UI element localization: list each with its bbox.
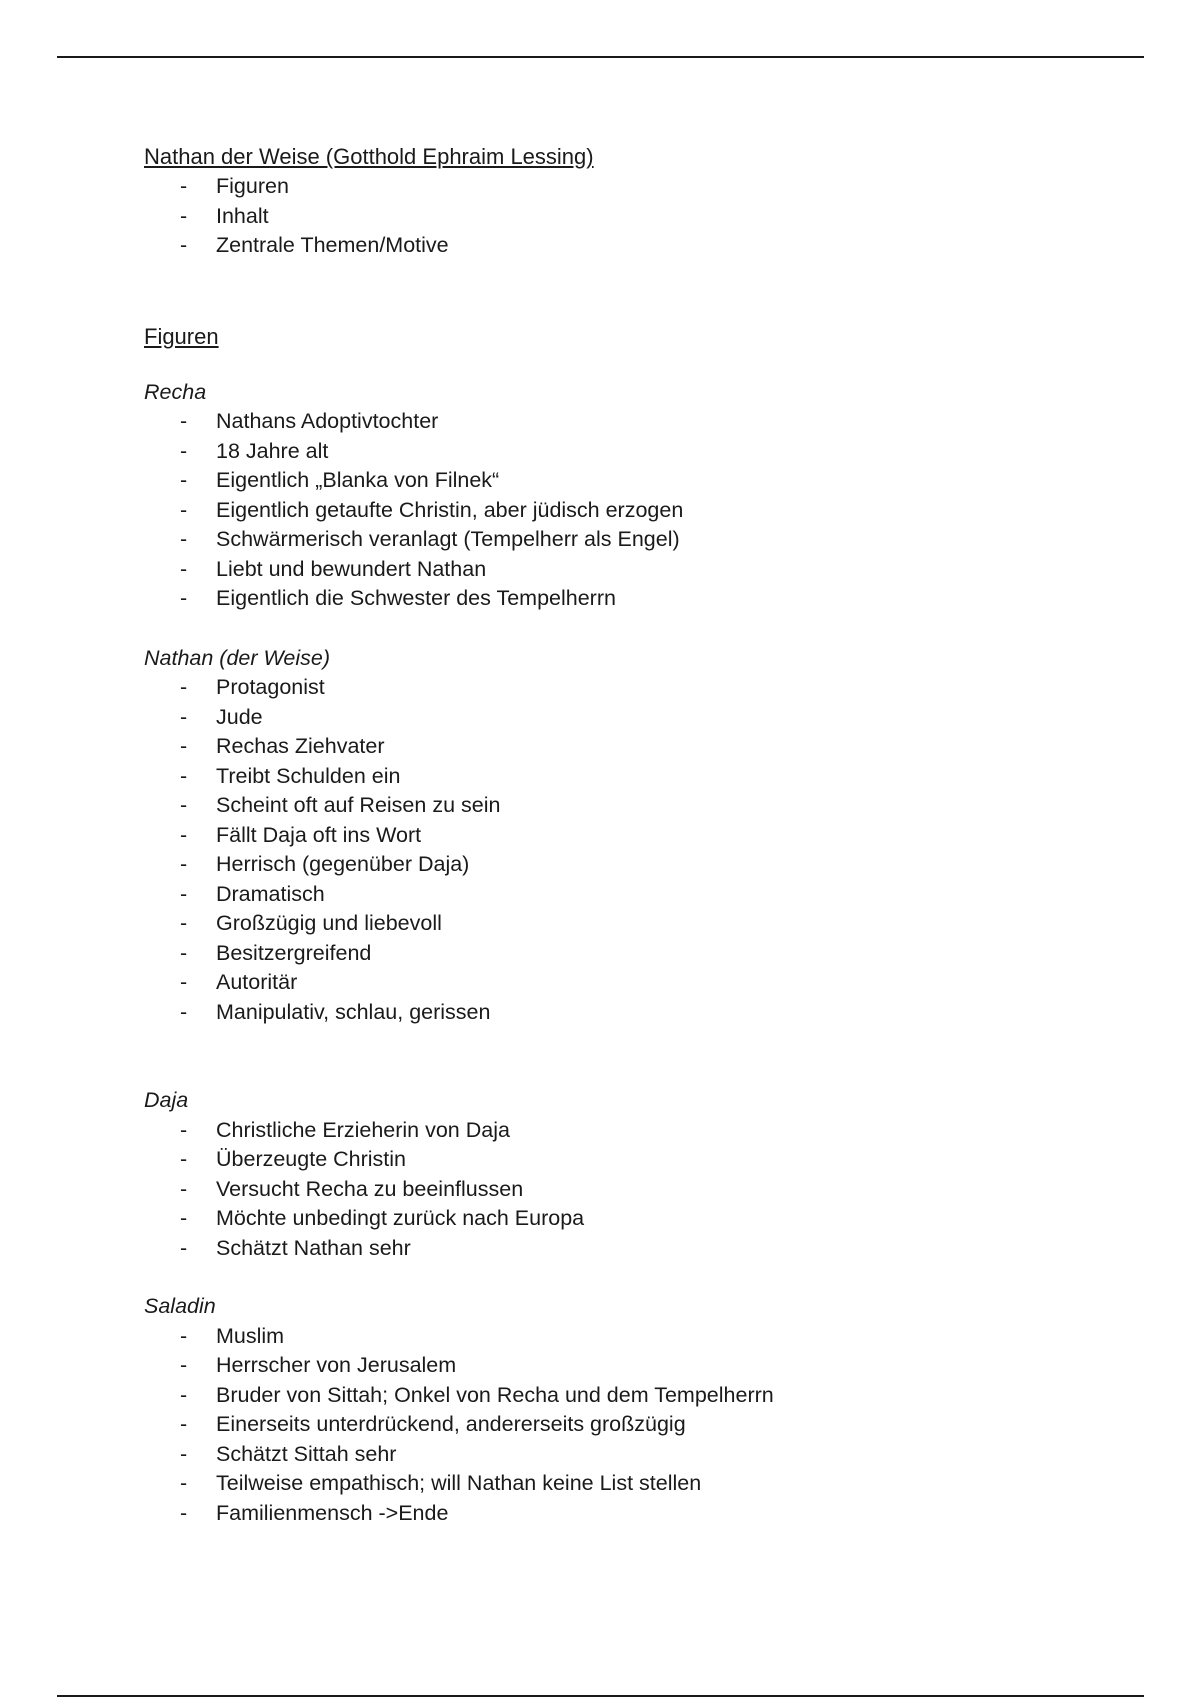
list-item: - Großzügig und liebevoll — [144, 909, 1104, 939]
list-item: - Eigentlich die Schwester des Tempelherrn — [144, 584, 1104, 614]
list-item: - Herrscher von Jerusalem — [144, 1351, 1104, 1381]
footer-rule — [57, 1695, 1144, 1697]
document-title: Nathan der Weise (Gotthold Ephraim Lessing) — [144, 144, 594, 169]
list-item: - Scheint oft auf Reisen zu sein — [144, 791, 1104, 821]
toc-item: - Inhalt — [144, 202, 1104, 232]
list-item: - Liebt und bewundert Nathan — [144, 555, 1104, 585]
list-item: - 18 Jahre alt — [144, 437, 1104, 467]
document-body — [144, 142, 1104, 1528]
list-item: - Überzeugte Christin — [144, 1145, 1104, 1175]
list-item: - Protagonist — [144, 673, 1104, 703]
character-name-saladin: Saladin — [144, 1294, 216, 1318]
list-item: - Teilweise empathisch; will Nathan keine List stellen — [144, 1469, 1104, 1499]
section-heading-figuren: Figuren — [144, 323, 219, 349]
character-traits-nathan — [144, 673, 1104, 1027]
list-item: - Schätzt Sittah sehr — [144, 1440, 1104, 1470]
list-item: - Jude — [144, 703, 1104, 733]
table-of-contents — [144, 172, 1104, 261]
list-item: - Schätzt Nathan sehr — [144, 1234, 1104, 1264]
header-rule — [57, 56, 1144, 58]
list-item: - Treibt Schulden ein — [144, 762, 1104, 792]
list-item: - Eigentlich „Blanka von Filnek“ — [144, 466, 1104, 496]
list-item: - Schwärmerisch veranlagt (Tempelherr als Engel) — [144, 525, 1104, 555]
list-item: - Einerseits unterdrückend, andererseits großzügig — [144, 1410, 1104, 1440]
character-traits-daja — [144, 1116, 1104, 1264]
character-name-nathan: Nathan (der Weise) — [144, 645, 331, 670]
character-name-recha: Recha — [144, 379, 207, 404]
list-item: - Bruder von Sittah; Onkel von Recha und dem Tempelherrn — [144, 1381, 1104, 1411]
list-item: - Autoritär — [144, 968, 1104, 998]
list-item: - Nathans Adoptivtochter — [144, 407, 1104, 437]
list-item: - Dramatisch — [144, 880, 1104, 910]
list-item: - Möchte unbedingt zurück nach Europa — [144, 1204, 1104, 1234]
character-traits-saladin — [144, 1322, 1104, 1529]
list-item: - Christliche Erzieherin von Daja — [144, 1116, 1104, 1146]
list-item: - Muslim — [144, 1322, 1104, 1352]
list-item: - Besitzergreifend — [144, 939, 1104, 969]
list-item: - Familienmensch ->Ende — [144, 1499, 1104, 1529]
list-item: - Herrisch (gegenüber Daja) — [144, 850, 1104, 880]
list-item: - Versucht Recha zu beeinflussen — [144, 1175, 1104, 1205]
list-item: - Manipulativ, schlau, gerissen — [144, 998, 1104, 1028]
toc-item: - Figuren — [144, 172, 1104, 202]
list-item: - Rechas Ziehvater — [144, 732, 1104, 762]
character-traits-recha — [144, 407, 1104, 614]
list-item: - Fällt Daja oft ins Wort — [144, 821, 1104, 851]
character-name-daja: Daja — [144, 1088, 189, 1112]
list-item: - Eigentlich getaufte Christin, aber jüdisch erzogen — [144, 496, 1104, 526]
toc-item: - Zentrale Themen/Motive — [144, 231, 1104, 261]
